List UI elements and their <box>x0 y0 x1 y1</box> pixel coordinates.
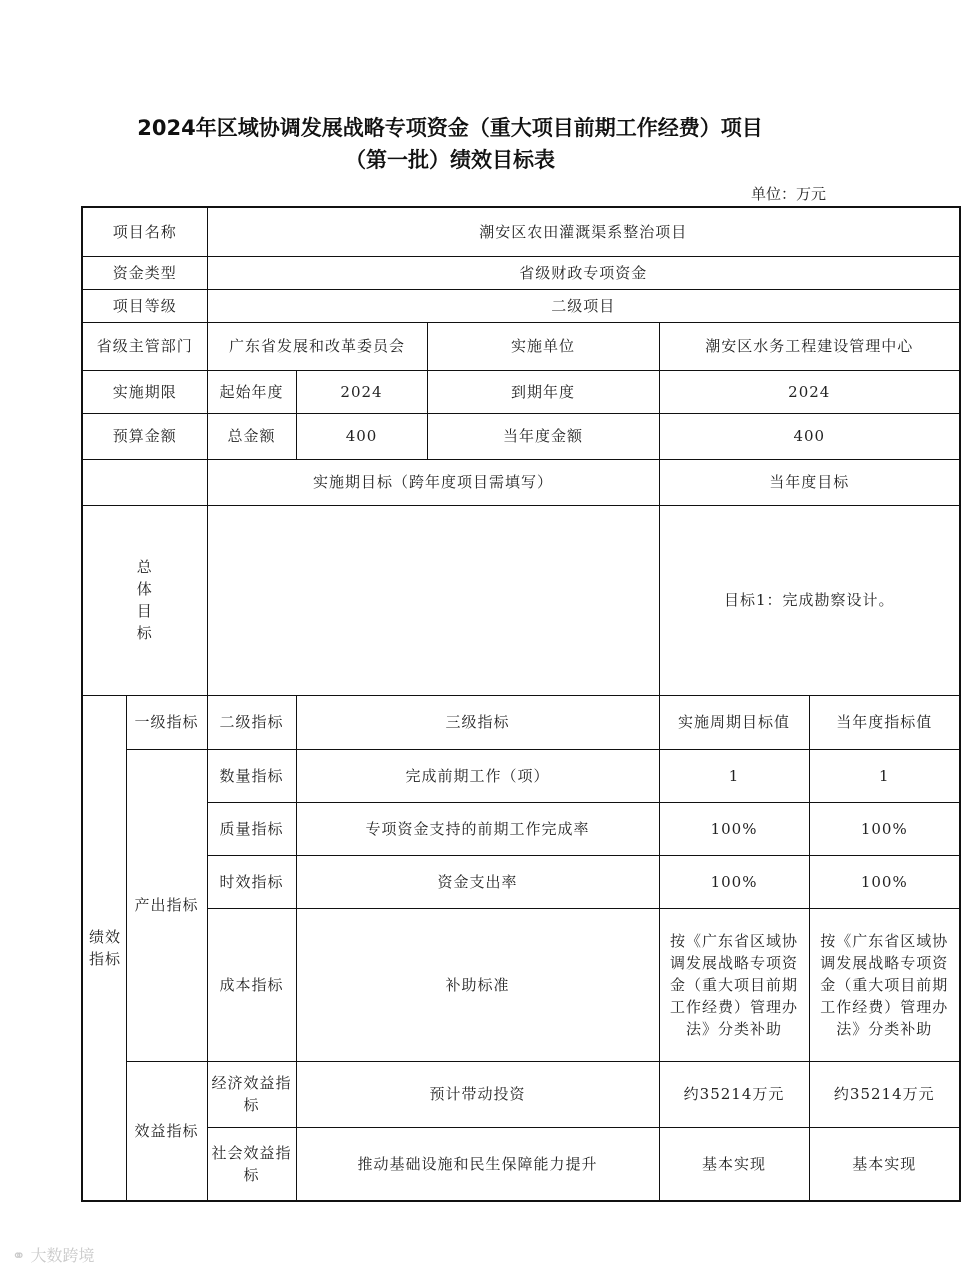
hdr-year-value: 当年度指标值 <box>809 695 960 749</box>
output-level3: 专项资金支持的前期工作完成率 <box>296 802 659 855</box>
end-year-value: 2024 <box>659 370 960 413</box>
output-level3: 完成前期工作（项） <box>296 749 659 802</box>
output-period-value: 按《广东省区域协调发展战略专项资金（重大项目前期工作经费）管理办法》分类补助 <box>659 908 809 1061</box>
hdr-period-value: 实施周期目标值 <box>659 695 809 749</box>
benefit-year-value: 约35214万元 <box>809 1061 960 1127</box>
budget-label: 预算金额 <box>82 413 207 459</box>
benefit-row-economic <box>82 1061 960 1127</box>
row-department <box>82 322 960 370</box>
output-year-value: 按《广东省区域协调发展战略专项资金（重大项目前期工作经费）管理办法》分类补助 <box>809 908 960 1061</box>
current-year-label: 当年度金额 <box>427 413 659 459</box>
overall-goal-year: 目标1：完成勘察设计。 <box>659 505 960 695</box>
output-row-quantity <box>82 749 960 802</box>
benefit-period-value: 基本实现 <box>659 1127 809 1201</box>
dept-label: 省级主管部门 <box>82 322 207 370</box>
watermark <box>12 1243 95 1266</box>
output-level2: 质量指标 <box>207 802 296 855</box>
fund-type-value: 省级财政专项资金 <box>207 256 960 289</box>
watermark-logo-icon: ⚭ <box>12 1246 26 1265</box>
benefit-row-social <box>82 1127 960 1201</box>
output-year-value: 100% <box>809 855 960 908</box>
output-year-value: 1 <box>809 749 960 802</box>
output-row-timeliness <box>82 855 960 908</box>
project-level-label: 项目等级 <box>82 289 207 322</box>
row-budget <box>82 413 960 459</box>
project-level-value: 二级项目 <box>207 289 960 322</box>
hdr-level3: 三级指标 <box>296 695 659 749</box>
output-period-value: 100% <box>659 855 809 908</box>
total-label: 总金额 <box>207 413 296 459</box>
title-line-2: （第一批）绩效目标表 <box>345 148 555 172</box>
benefit-year-value: 基本实现 <box>809 1127 960 1201</box>
start-year-value: 2024 <box>296 370 427 413</box>
row-project-level <box>82 289 960 322</box>
row-fund-type <box>82 256 960 289</box>
impl-unit-value: 潮安区水务工程建设管理中心 <box>659 322 960 370</box>
start-year-label: 起始年度 <box>207 370 296 413</box>
overall-goal-period <box>207 505 659 695</box>
benefit-level3: 预计带动投资 <box>296 1061 659 1127</box>
output-indicator-label: 产出指标 <box>126 749 207 1061</box>
output-period-value: 100% <box>659 802 809 855</box>
current-year-value: 400 <box>659 413 960 459</box>
total-value: 400 <box>296 413 427 459</box>
benefit-indicator-label: 效益指标 <box>126 1061 207 1201</box>
hdr-level2: 二级指标 <box>207 695 296 749</box>
row-period <box>82 370 960 413</box>
output-level2: 成本指标 <box>207 908 296 1061</box>
perf-indicator-label: 绩效指标 <box>82 695 126 1201</box>
output-period-value: 1 <box>659 749 809 802</box>
goal-year-header: 当年度目标 <box>659 459 960 505</box>
benefit-level2: 社会效益指标 <box>207 1127 296 1201</box>
row-indicator-headers <box>82 695 960 749</box>
unit-label: 单位：万元 <box>750 185 826 203</box>
output-year-value: 100% <box>809 802 960 855</box>
project-name-label: 项目名称 <box>82 207 207 256</box>
output-row-cost <box>82 908 960 1061</box>
page-title <box>0 112 900 176</box>
impl-unit-label: 实施单位 <box>427 322 659 370</box>
row-overall-goal <box>82 505 960 695</box>
row-project-name <box>82 207 960 256</box>
period-label: 实施期限 <box>82 370 207 413</box>
benefit-level3: 推动基础设施和民生保障能力提升 <box>296 1127 659 1201</box>
fund-type-label: 资金类型 <box>82 256 207 289</box>
project-name-value: 潮安区农田灌溉渠系整治项目 <box>207 207 960 256</box>
dept-value: 广东省发展和改革委员会 <box>207 322 427 370</box>
output-level2: 数量指标 <box>207 749 296 802</box>
goal-header-blank <box>82 459 207 505</box>
goal-period-header: 实施期目标（跨年度项目需填写） <box>207 459 659 505</box>
output-level3: 资金支出率 <box>296 855 659 908</box>
overall-goal-label: 总体目标 <box>82 505 207 695</box>
watermark-text: 大数跨境 <box>30 1246 95 1265</box>
output-level3: 补助标准 <box>296 908 659 1061</box>
hdr-level1: 一级指标 <box>126 695 207 749</box>
benefit-level2: 经济效益指标 <box>207 1061 296 1127</box>
row-goal-headers <box>82 459 960 505</box>
performance-target-table <box>81 206 961 1202</box>
output-row-quality <box>82 802 960 855</box>
output-level2: 时效指标 <box>207 855 296 908</box>
benefit-period-value: 约35214万元 <box>659 1061 809 1127</box>
end-year-label: 到期年度 <box>427 370 659 413</box>
title-line-1: 2024年区域协调发展战略专项资金（重大项目前期工作经费）项目 <box>137 116 763 140</box>
